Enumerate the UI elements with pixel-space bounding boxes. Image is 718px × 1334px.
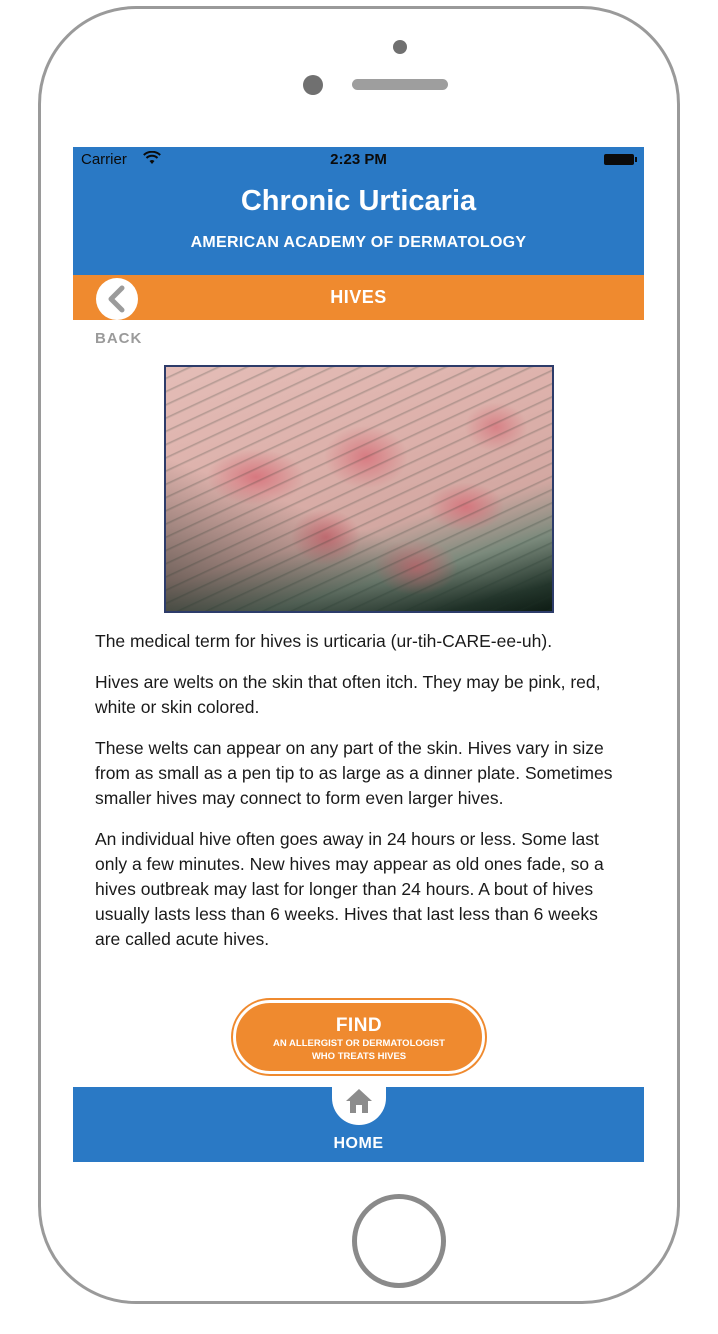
photo-shading xyxy=(166,367,552,611)
front-camera xyxy=(393,40,407,54)
paragraph: Hives are welts on the skin that often itch. They may be pink, red, white or skin colored. xyxy=(95,672,601,717)
section-title: HIVES xyxy=(330,287,387,307)
carrier-label: Carrier xyxy=(81,151,127,168)
status-bar xyxy=(73,147,644,173)
find-button-subtitle: AN ALLERGIST OR DERMATOLOGIST xyxy=(273,1038,445,1049)
house-icon xyxy=(344,1087,374,1115)
app-screen xyxy=(73,147,644,1162)
find-button-subtitle: WHO TREATS HIVES xyxy=(311,1051,407,1062)
hardware-home-button[interactable] xyxy=(352,1194,446,1288)
home-label[interactable]: HOME xyxy=(333,1135,384,1152)
section-header xyxy=(73,275,644,320)
battery-icon xyxy=(604,154,634,165)
hives-photo xyxy=(164,365,554,613)
app-subtitle: AMERICAN ACADEMY OF DERMATOLOGY xyxy=(190,234,527,251)
bottom-nav xyxy=(73,1087,644,1162)
paragraph: These welts can appear on any part of the skin. Hives vary in size from as small as a pen tip to as large as a dinner plate. Sometimes smaller hives may connect to form even larger hives. xyxy=(95,738,613,808)
home-button[interactable] xyxy=(332,1081,386,1125)
status-time: 2:23 PM xyxy=(330,151,387,168)
back-label[interactable]: BACK xyxy=(95,330,143,347)
find-specialist-button[interactable] xyxy=(233,1000,485,1074)
article-body xyxy=(95,629,625,968)
paragraph: An individual hive often goes away in 24 hours or less. Some last only a few minutes. New hives may appear as old ones fade, so a hives outbreak may last for longer than 24 hours. A bout of hives usually lasts less than 6 weeks. Hives that last less than 6 weeks are called acute hives. xyxy=(95,829,604,949)
find-button-title: FIND xyxy=(335,1015,383,1036)
paragraph: The medical term for hives is urticaria (ur-tih-CARE-ee-uh). xyxy=(95,631,553,651)
app-header xyxy=(73,173,644,275)
proximity-sensor xyxy=(303,75,323,95)
earpiece-speaker xyxy=(352,79,448,90)
app-title: Chronic Urticaria xyxy=(240,185,477,217)
